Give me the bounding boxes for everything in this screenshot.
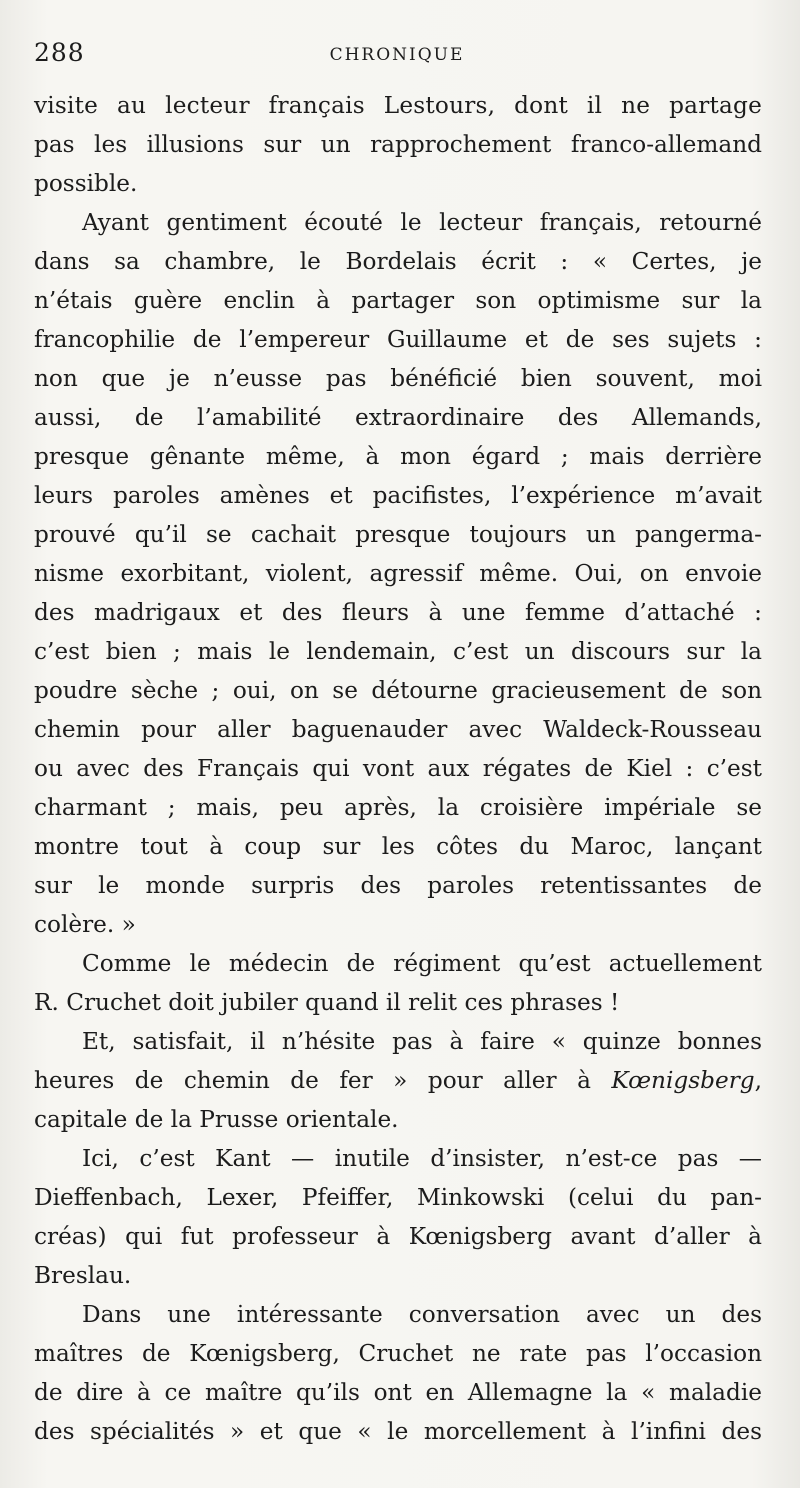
text-line: charmant ; mais, peu après, la croisière impériale se	[34, 794, 762, 821]
text-line: capitale de la Prusse orientale.	[34, 1106, 399, 1133]
text-line: Comme le médecin de régiment qu’est actuellement	[82, 950, 762, 977]
text-line: ou avec des Français qui vont aux régates de Kiel : c’est	[34, 755, 762, 782]
text-line: pas les illusions sur un rapprochement franco-allemand	[34, 131, 762, 158]
text-line: maîtres de Kœnigsberg, Cruchet ne rate pas l’occasion	[34, 1340, 762, 1367]
text-line: poudre sèche ; oui, on se détourne gracieusement de son	[34, 677, 762, 704]
text-line: Et, satisfait, il n’hésite pas à faire « quinze bonnes	[82, 1028, 762, 1055]
text-line: des spécialités » et que « le morcellement à l’infini des	[34, 1418, 762, 1445]
text-line: Dieffenbach, Lexer, Pfeiffer, Minkowski (celui du pan-	[34, 1184, 762, 1211]
text-line: possible.	[34, 170, 138, 197]
text-line: nisme exorbitant, violent, agressif même. Oui, on envoie	[34, 560, 762, 587]
text-line: R. Cruchet doit jubiler quand il relit ces phrases !	[34, 989, 620, 1016]
text-line: leurs paroles amènes et pacifistes, l’expérience m’avait	[34, 482, 762, 509]
text-line: montre tout à coup sur les côtes du Maroc, lançant	[34, 833, 762, 860]
text-line: Ici, c’est Kant — inutile d’insister, n’est-ce pas —	[82, 1145, 762, 1172]
text-line: aussi, de l’amabilité extraordinaire des Allemands,	[34, 404, 762, 431]
text-line: dans sa chambre, le Bordelais écrit : « Certes, je	[34, 248, 762, 275]
text-line: francophilie de l’empereur Guillaume et de ses sujets :	[34, 326, 762, 353]
page-header	[34, 38, 760, 78]
text-line: des madrigaux et des fleurs à une femme d’attaché :	[34, 599, 762, 626]
text-line: heures de chemin de fer » pour aller à Kœnigsberg,	[34, 1067, 762, 1094]
text-line: chemin pour aller baguenauder avec Waldeck-Rousseau	[34, 716, 762, 743]
text-line: non que je n’eusse pas bénéficié bien souvent, moi	[34, 365, 762, 392]
text-line: sur le monde surpris des paroles retentissantes de	[34, 872, 762, 899]
running-head: CHRONIQUE	[329, 45, 465, 65]
text-line: Dans une intéressante conversation avec un des	[82, 1301, 762, 1328]
italic-place-name: Kœnigsberg	[611, 1067, 755, 1094]
text-line: créas) qui fut professeur à Kœnigsberg avant d’aller à	[34, 1223, 762, 1250]
page-number: 288	[34, 38, 85, 67]
text-line: c’est bien ; mais le lendemain, c’est un discours sur la	[34, 638, 762, 665]
text-line: n’étais guère enclin à partager son optimisme sur la	[34, 287, 762, 314]
text-line: visite au lecteur français Lestours, dont il ne partage	[34, 92, 762, 119]
text-line: colère. »	[34, 911, 136, 938]
text-line: presque gênante même, à mon égard ; mais derrière	[34, 443, 762, 470]
text-line: Ayant gentiment écouté le lecteur français, retourné	[82, 209, 762, 236]
text-line: Breslau.	[34, 1262, 132, 1289]
text-line: prouvé qu’il se cachait presque toujours un pangerma-	[34, 521, 762, 548]
body-text	[34, 86, 762, 1451]
text-line: de dire à ce maître qu’ils ont en Allemagne la « maladie	[34, 1379, 762, 1406]
